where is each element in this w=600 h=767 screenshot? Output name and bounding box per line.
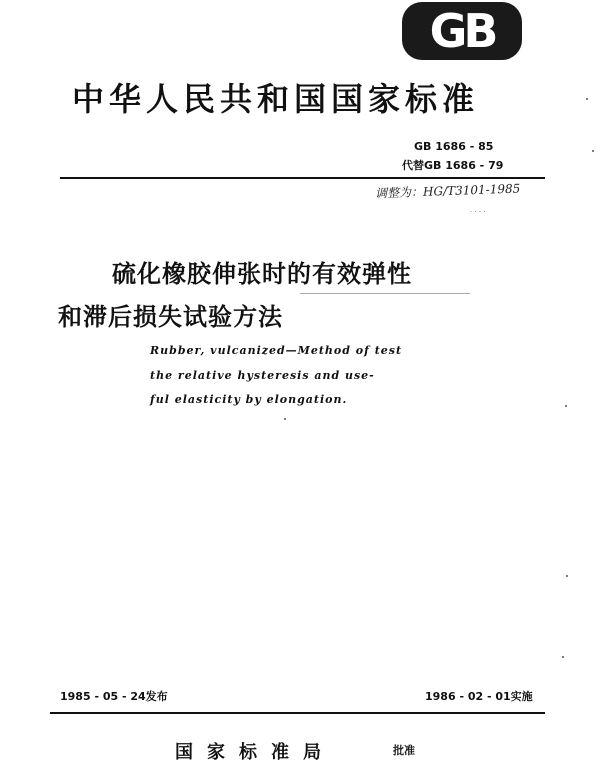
implement-date: 1986 - 02 - 01实施 [425,690,533,703]
document-title-zh-line-1: 硫化橡胶伸张时的有效弹性 [112,260,412,288]
scan-speck [586,98,588,100]
document-title-en-line-3: ful elasticity by elongation. [150,393,348,406]
scan-speck [566,575,568,577]
scan-speck [562,656,564,658]
issue-date: 1985 - 05 - 24发布 [60,690,168,703]
document-title-en-line-1: Rubber, vulcanized—Method of test [150,344,403,357]
document-title-zh-line-2: 和滞后损失试验方法 [58,303,283,331]
handwritten-note: 调整为：HG/T3101-1985 [374,181,521,201]
faint-stamp-mark: · · · · [470,208,486,216]
replaces-standard: 代替GB 1686 - 79 [402,159,504,172]
scan-speck [592,150,594,152]
gb-logo [402,2,522,60]
scan-speck [565,405,567,407]
approve-label: 批准 [393,744,415,757]
gb-logo-text: GB [429,4,495,58]
scan-speck [284,418,286,420]
issuing-authority: 国家标准局 [175,742,335,763]
national-standard-title: 中华人民共和国国家标准 [72,80,480,118]
footer-rule [50,712,545,714]
standard-number: GB 1686 - 85 [414,140,494,153]
document-title-en-line-2: the relative hysteresis and use- [150,369,375,382]
title-divider [300,293,470,294]
header-rule [60,177,545,179]
